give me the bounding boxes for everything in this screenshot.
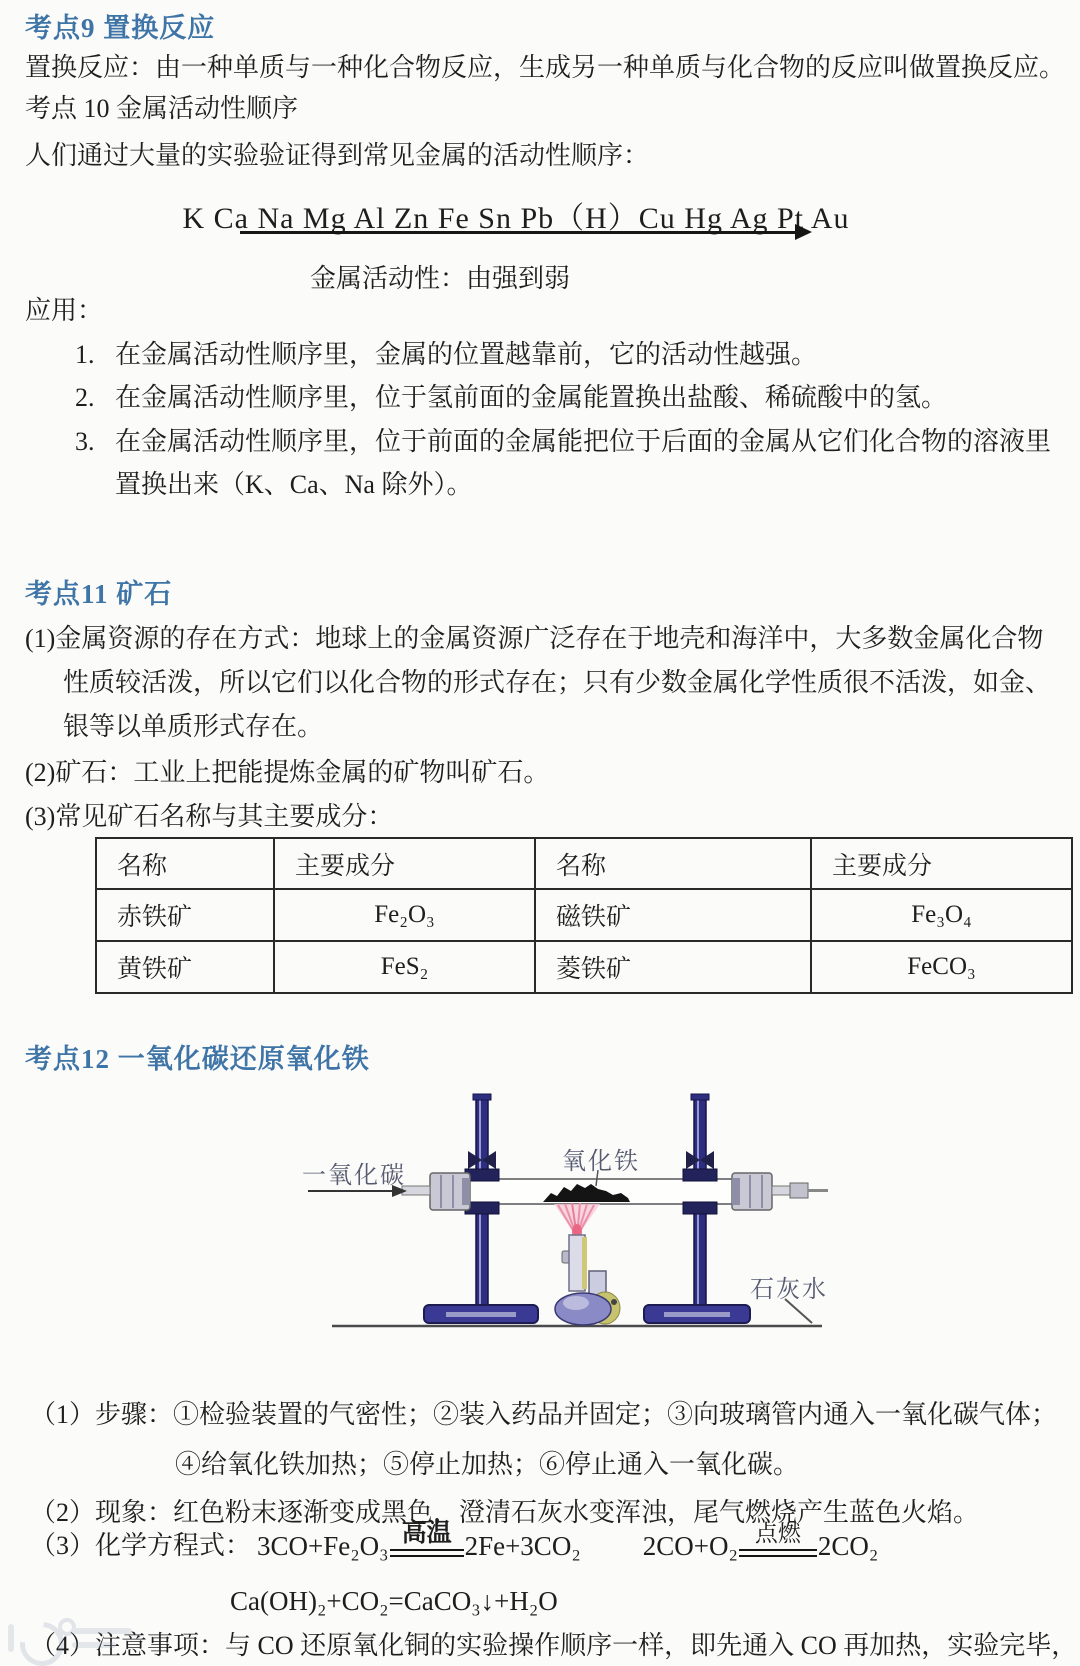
equation-2-left: 2CO+O₂ <box>642 1531 738 1561</box>
equation-1-left: 3CO+Fe₂O₃ <box>257 1531 389 1561</box>
steps-line-1: （1）步骤：①检验装置的气密性；②装入药品并固定；③向玻璃管内通入一氧化碳气体； <box>30 1400 1058 1429</box>
equals-double-line <box>739 1549 817 1557</box>
table-header-cell: 名称 <box>535 838 811 889</box>
apply-label: 应用： <box>25 296 104 325</box>
table-header-cell: 主要成分 <box>811 838 1072 889</box>
steps-line-2: ④给氧化铁加热；⑤停止加热；⑥停止通入一氧化碳。 <box>175 1450 800 1479</box>
alcohol-burner <box>555 1235 620 1325</box>
activity-series: K Ca Na Mg Al Zn Fe Sn Pb（H）Cu Hg Ag Pt Au <box>182 202 850 235</box>
note-line: （4）注意事项：与 CO 还原氧化铜的实验操作顺序一样，即先通入 CO 再加热，实验完毕， <box>30 1631 1078 1660</box>
equation-2-condition <box>739 1521 817 1563</box>
equations-label: （3）化学方程式： <box>30 1531 252 1560</box>
item-text: 在金属活动性顺序里，位于氢前面的金属能置换出盐酸、稀硫酸中的氢。 <box>115 383 948 412</box>
table-header-cell: 主要成分 <box>274 838 535 889</box>
label-carbon-monoxide: 一氧化碳 <box>302 1163 406 1189</box>
condition-dianran: 点燃 <box>754 1521 801 1546</box>
table-cell-ore-name: 磁铁矿 <box>535 889 811 941</box>
condition-gaowen: 高温 <box>401 1520 452 1547</box>
table-cell-formula: FeS₂ <box>274 941 535 993</box>
label-iron-oxide: 氧化铁 <box>562 1149 640 1175</box>
inlet-tube <box>402 1186 430 1195</box>
exit-tube <box>772 1183 828 1198</box>
table-header-cell: 名称 <box>96 838 274 889</box>
section-heading-9: 考点9 置换反应 <box>25 13 216 43</box>
activity-intro: 人们通过大量的实验验证得到常见金属的活动性顺序： <box>25 141 650 170</box>
table-cell-ore-name: 赤铁矿 <box>96 889 274 941</box>
watermark-logo <box>6 1614 156 1664</box>
table-cell-ore-name: 黄铁矿 <box>96 941 274 993</box>
displacement-definition: 置换反应：由一种单质与一种化合物反应，生成另一种单质与化合物的反应叫做置换反应。 <box>25 53 1066 82</box>
item-number: 3. <box>75 427 95 456</box>
stand-base-left <box>424 1305 538 1323</box>
rubber-stopper-right <box>732 1173 772 1210</box>
ore-table <box>95 837 1073 994</box>
equation-1-condition <box>390 1521 464 1563</box>
activity-direction-arrow <box>240 231 796 234</box>
table-header-row <box>96 838 1072 889</box>
equals-double-line <box>390 1549 464 1557</box>
application-item-3 <box>75 420 1055 506</box>
section-heading-11: 考点11 矿石 <box>25 579 173 609</box>
label-limewater: 石灰水 <box>750 1277 828 1303</box>
ore-paragraph-1: (1)金属资源的存在方式：地球上的金属资源广泛存在于地壳和海洋中，大多数金属化合物性质较活泼，所以它们以化合物的形式存在；只有少数金属化学性质很不活泼，如金、银等以单质形式存在。 <box>25 624 1052 741</box>
application-item-1 <box>75 333 1055 376</box>
table-cell-ore-name: 菱铁矿 <box>535 941 811 993</box>
table-row <box>96 889 1072 941</box>
item-text: 在金属活动性顺序里，位于前面的金属能把位于后面的金属从它们化合物的溶液里置换出来（K、Ca、Na 除外）。 <box>115 427 1052 499</box>
phenomenon-line: （2）现象：红色粉末逐渐变成黑色，澄清石灰水变浑浊，尾气燃烧产生蓝色火焰。 <box>30 1498 980 1527</box>
ore-paragraph-2: (2)矿石：工业上把能提炼金属的矿物叫矿石。 <box>25 758 550 787</box>
activity-strength-note: 金属活动性：由强到弱 <box>309 264 570 293</box>
ore-paragraph-3: (3)常见矿石名称与其主要成分： <box>25 802 394 831</box>
table-cell-formula: FeCO₃ <box>811 941 1072 993</box>
item-number: 1. <box>75 340 95 369</box>
equation-3: Ca(OH)₂+CO₂=CaCO₃↓+H₂O <box>230 1586 558 1616</box>
table-cell-formula: Fe₃O₄ <box>811 889 1072 941</box>
application-item-2 <box>75 376 1055 419</box>
equation-2-right: 2CO₂ <box>817 1531 879 1561</box>
equations-row <box>30 1521 878 1563</box>
experiment-diagram <box>280 1085 835 1335</box>
stand-base-right <box>644 1305 750 1323</box>
section-heading-12: 考点12 一氧化碳还原氧化铁 <box>25 1044 370 1074</box>
item-number: 2. <box>75 383 95 412</box>
rubber-stopper-left <box>430 1173 470 1210</box>
item-text: 在金属活动性顺序里，金属的位置越靠前，它的活动性越强。 <box>115 340 818 369</box>
section-heading-10: 考点 10 金属活动性顺序 <box>25 94 299 123</box>
table-cell-formula: Fe₂O₃ <box>274 889 535 941</box>
equation-1-right: 2Fe+3CO₂ <box>464 1531 581 1561</box>
table-row <box>96 941 1072 993</box>
